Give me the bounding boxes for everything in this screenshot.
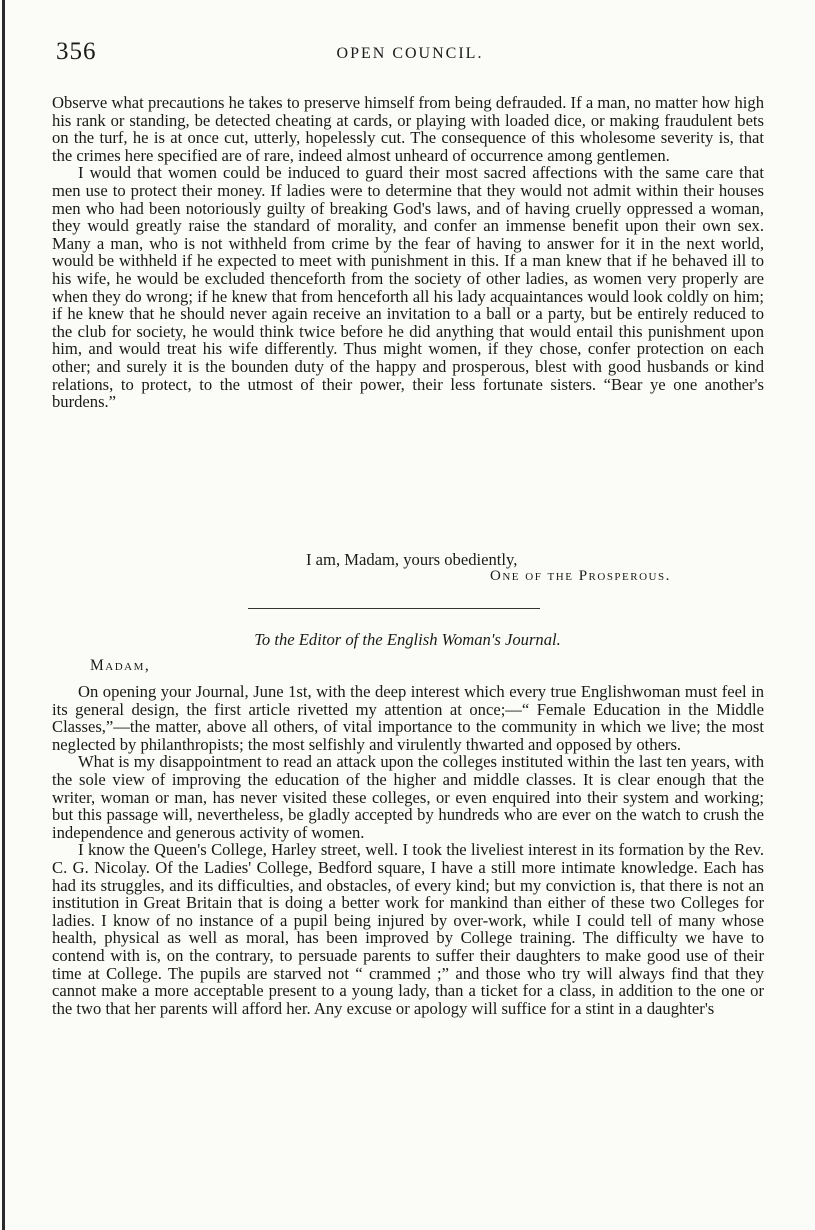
- page-number: 356: [56, 38, 97, 65]
- letter-two-paragraph: On opening your Journal, June 1st, with the deep interest which every true Englishwoman must feel in its general design, the first article rivetted my attention at once;—“ Female Education in the Middle Classes,”—the matter, above all others, of vital importance to the community in which we live; the most neglected by philanthropists; the most selfishly and virulently thwarted and opposed by others.: [52, 682, 764, 754]
- letter-two-paragraph: What is my disappointment to read an attack upon the colleges instituted within the last ten years, with the sole view of improving the education of the higher and middle classes. It is clear enough that the writer, woman or man, has never visited these colleges, or even enquired into their system and working; but this passage will, nevertheless, be gladly accepted by hundreds who are ever on the watch to crush the independence and generous activity of women.: [52, 752, 764, 842]
- letter-one-closing: I am, Madam, yours obediently,: [306, 550, 518, 569]
- running-head: OPEN COUNCIL.: [336, 45, 484, 62]
- letter-two-heading: To the Editor of the English Woman's Journal.: [254, 630, 561, 649]
- scan-edge-shadow: [2, 0, 5, 1230]
- letter-two-salutation: Madam,: [90, 657, 151, 674]
- letter-one-paragraph: Observe what precautions he takes to preserve himself from being defrauded. If a man, no matter how high his rank or standing, be detected cheating at cards, or playing with loaded dice, or making fraudulent bets on the turf, he is at once cut, utterly, hopelessly cut. The consequence of this wholesome severity is, that the crimes here specified are of rare, indeed almost unheard of occurrence among gentlemen.: [52, 93, 764, 165]
- letter-one-body: [52, 94, 764, 411]
- letter-two-paragraph: I know the Queen's College, Harley street, well. I took the liveliest interest in its formation by the Rev. C. G. Nicolay. Of the Ladies' College, Bedford square, I have a still more intimate knowledge. Each has had its struggles, and its difficulties, and obstacles, of every kind; but my conviction is, that there is not an institution in Great Britain that is doing a better work for mankind than either of these two Colleges for ladies. I know of no instance of a pupil being injured by over-work, while I could tell of many whose health, physical as well as moral, has been improved by College training. The difficulty we have to contend with is, on the contrary, to persuade parents to suffer their daughters to make good use of their time at College. The pupils are starved not “ crammed ;” and those who try will always find that they cannot make a more acceptable present to a young lady, than a ticket for a class, in addition to the one or the two that her parents will afford her. Any excuse or apology will suffice for a stint in a daughter's: [52, 840, 764, 1018]
- page-header: [56, 38, 764, 74]
- letter-one-paragraph: I would that women could be induced to guard their most sacred affections with the same care that men use to protect their money. If ladies were to determine that they would not admit within their houses men who had been notoriously guilty of breaking God's laws, and of having cruelly oppressed a woman, they would greatly raise the standard of morality, and confer an immense benefit upon their own sex. Many a man, who is not withheld from crime by the fear of having to answer for it in the next world, would be withheld if he expected to meet with punishment in this. If a man knew that if he behaved ill to his wife, he would be excluded thenceforth from the society of other ladies, as women very properly are when they do wrong; if he knew that from henceforth all his lady acquaintances would look coldly on him; if he knew that he should never again receive an invitation to a ball or a party, but be entirely reduced to the club for society, he would think twice before he did anything that would entail this punishment upon him, and would treat his wife differently. Thus might women, if they chose, confer protection on each other; and surely it is the bounden duty of the happy and prosperous, blest with good husbands or kind relations, to protect, to the utmost of their power, their less fortunate sisters. “Bear ye one another's burdens.”: [52, 163, 764, 412]
- letter-one-signature: One of the Prosperous.: [490, 568, 671, 584]
- letter-two-body: [52, 683, 764, 1017]
- section-divider: [248, 608, 540, 609]
